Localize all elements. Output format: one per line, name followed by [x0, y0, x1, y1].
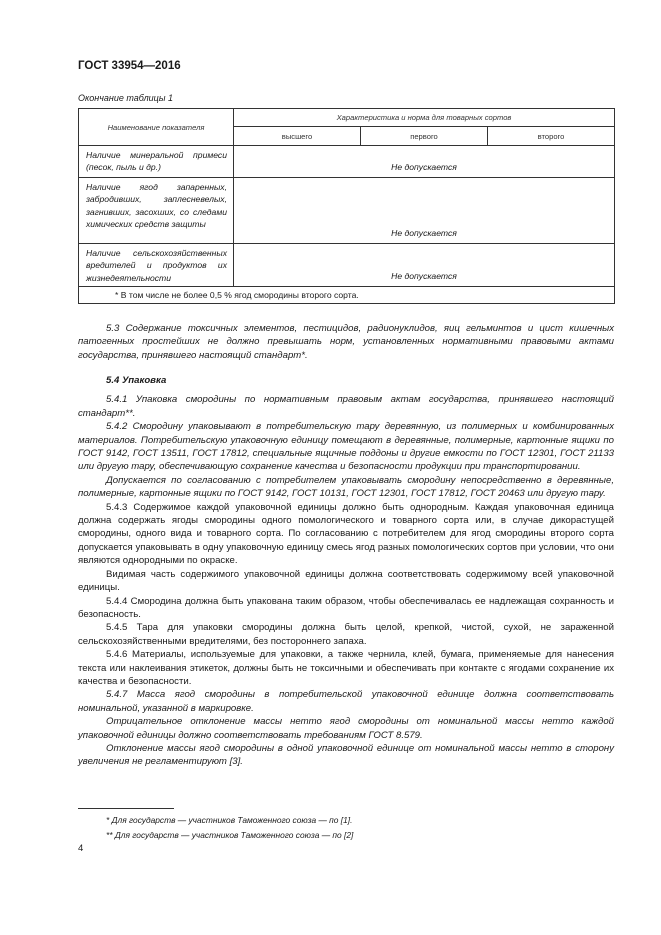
- paragraph: Отклонение массы ягод смородины в одной упаковочной единице от номинальной массы нетто в сторону увеличения не регламентируют [3].: [78, 742, 614, 768]
- paragraph: 5.4.2 Смородину упаковывают в потребительскую тару деревянную, из полимерных и комбинированных материалов. Потребительскую упаковочную единицу помещают в деревянные, полимерные, картонные ящики по ГОСТ 9142, ГОСТ 13511, ГОСТ 17812, специальные ящичные поддоны и другие емкости по ГОСТ 12301, ГОСТ 21133 или другую тару, обеспечивающую сохранение качества и безопасности продукции при транспортировании.: [78, 421, 614, 473]
- col-header-grades: Характеристика и норма для товарных сортов: [234, 109, 615, 127]
- table-caption: Окончание таблицы 1: [78, 93, 173, 103]
- paragraph: 5.4.5 Тара для упаковки смородины должна быть целой, крепкой, чистой, сухой, не зараженной сельскохозяйственными вредителями, без постороннего запаха.: [78, 622, 614, 647]
- paragraph: Допускается по согласованию с потребителем упаковывать смородину непосредственно в деревянные, полимерные, картонные ящики по ГОСТ 9142, ГОСТ 10131, ГОСТ 12301, ГОСТ 17812, ГОСТ 20463 или другую тару.: [78, 474, 614, 500]
- footnote-divider: [78, 808, 174, 809]
- section-title: 5.4 Упаковка: [106, 375, 167, 386]
- footnote: ** Для государств — участников Таможенного союза — по [2]: [106, 830, 354, 840]
- quality-table: [78, 108, 615, 304]
- document-id: ГОСТ 33954—2016: [78, 60, 181, 72]
- section-5-4: [78, 374, 614, 769]
- table-row: [79, 178, 615, 244]
- row-indicator-value: Не допускается: [234, 178, 615, 244]
- table-footnote: * В том числе не более 0,5 % ягод смородины второго сорта.: [79, 287, 615, 304]
- paragraph: 5.4.3 Содержимое каждой упаковочной единицы должно быть однородным. Каждая упаковочная единица должна содержать ягоды смородины одного помологического и товарного сорта или, в случае дикорастущей смородины, одного вида и товарного сорта. По согласованию с потребителем для ягод смородины второго сорта допускается упаковывать в одну упаковочную единицу смесь ягод разных помологических сортов при условии, что они являются однородными по окраске.: [78, 501, 614, 567]
- row-indicator-name: Наличие ягод запаренных, забродивших, заплесневелых, загнивших, засохших, со следами химических средств защиты: [79, 178, 234, 244]
- col-header-grade-first: первого: [361, 127, 488, 146]
- paragraph: 5.4.1 Упаковка смородины по нормативным правовым актам государства, принявшего настоящий стандарт**.: [78, 394, 614, 419]
- paragraph: 5.4.4 Смородина должна быть упакована таким образом, чтобы обеспечивалась ее надлежащая сохранность и безопасность.: [78, 595, 614, 620]
- table-row: [79, 244, 615, 287]
- page-number: 4: [78, 843, 84, 854]
- table-row: [79, 146, 615, 178]
- row-indicator-value: Не допускается: [234, 146, 615, 178]
- row-indicator-value: Не допускается: [234, 244, 615, 287]
- col-header-indicator: Наименование показателя: [79, 109, 234, 146]
- footnote: * Для государств — участников Таможенного союза — по [1].: [106, 815, 353, 825]
- section-5-3: [78, 322, 614, 362]
- paragraph: 5.3 Содержание токсичных элементов, пестицидов, радионуклидов, яиц гельминтов и цист кишечных патогенных простейших не должно превышать норм, установленных нормативными правовыми актами государства, принявшего настоящий стандарт*.: [78, 323, 614, 361]
- paragraph: Отрицательное отклонение массы нетто ягод смородины от номинальной массы нетто каждой упаковочной единицы должно соответствовать требованиям ГОСТ 8.579.: [78, 716, 614, 741]
- row-indicator-name: Наличие минеральной примеси (песок, пыль и др.): [79, 146, 234, 178]
- row-indicator-name: Наличие сельскохозяйственных вредителей и продуктов их жизнедеятельности: [79, 244, 234, 287]
- footnotes: [78, 813, 614, 843]
- col-header-grade-second: второго: [488, 127, 615, 146]
- paragraph: 5.4.6 Материалы, используемые для упаковки, а также чернила, клей, бумага, применяемые для нанесения текста или наклеивания этикеток, должны быть не токсичными и обеспечивать при контакте с ягодами сохранение их качества и безопасности.: [78, 649, 614, 687]
- col-header-grade-highest: высшего: [234, 127, 361, 146]
- paragraph: Видимая часть содержимого упаковочной единицы должна соответствовать содержимому всей упаковочной единицы.: [78, 568, 614, 594]
- paragraph: 5.4.7 Масса ягод смородины в потребительской упаковочной единице должна соответствовать номинальной, указанной в маркировке.: [78, 689, 614, 714]
